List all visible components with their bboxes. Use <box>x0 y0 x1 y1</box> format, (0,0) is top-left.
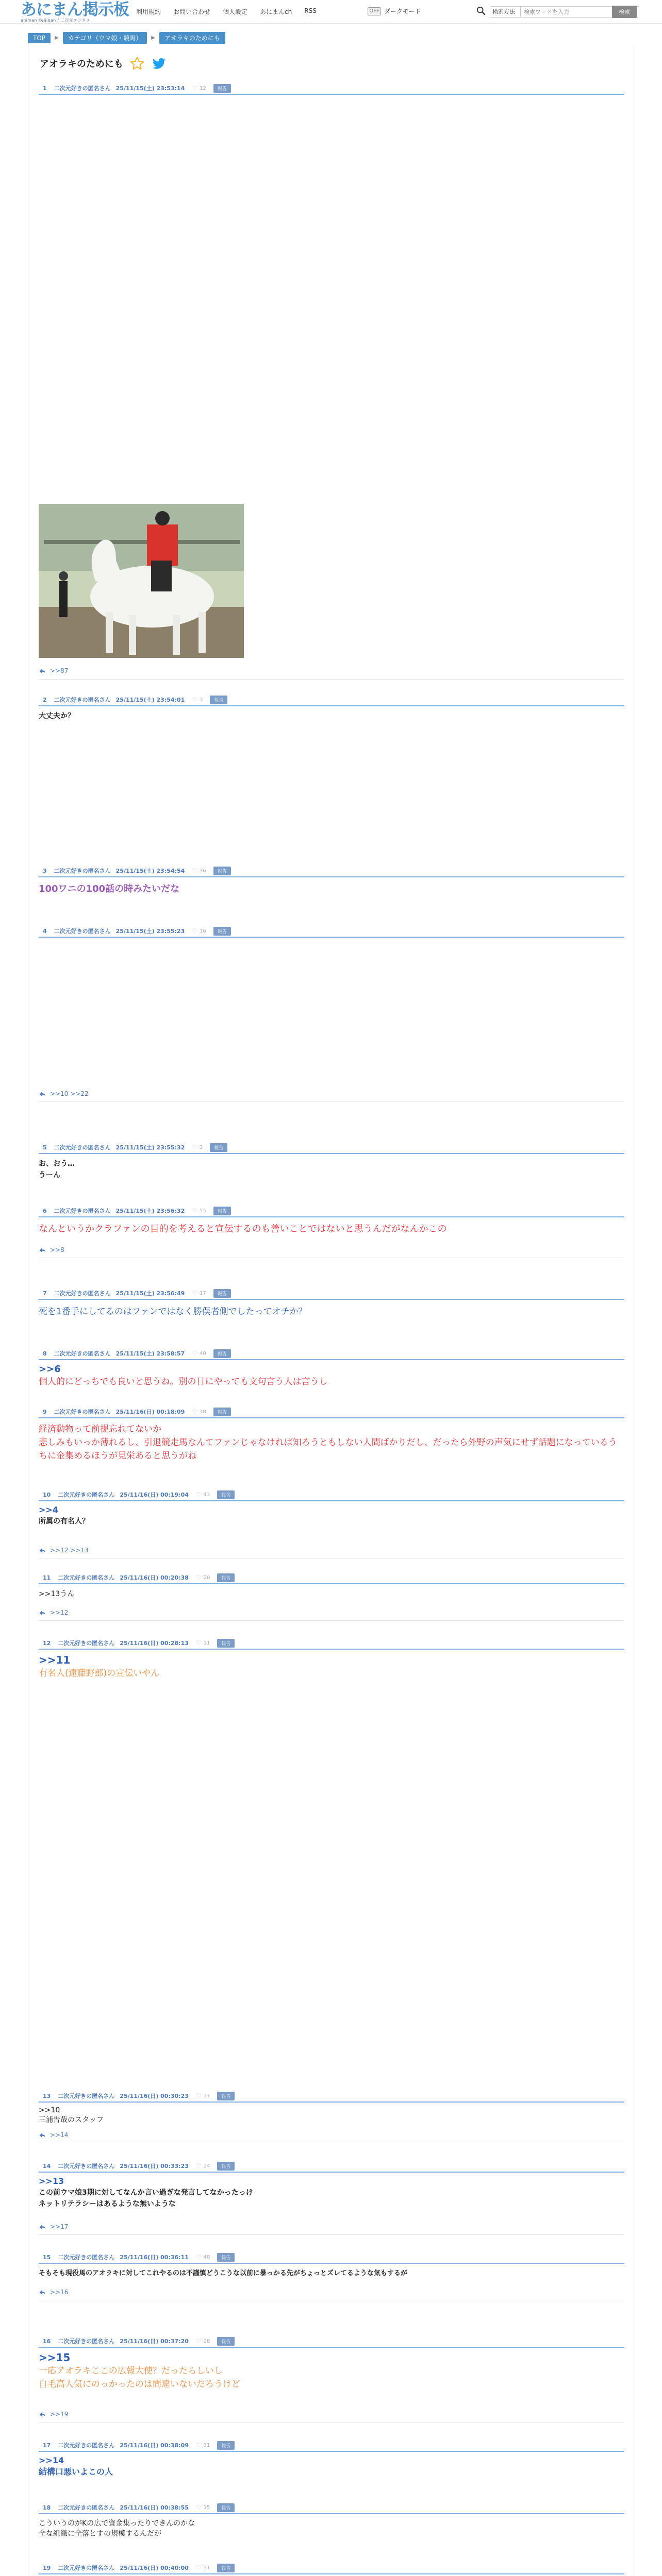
reply-arrow-icon <box>39 2223 46 2230</box>
post-date: 25/11/15(土) 23:54:01 <box>115 697 185 703</box>
like-heart-icon[interactable]: ♡ <box>192 1290 197 1297</box>
anchor-link[interactable]: >>13 <box>39 2176 64 2186</box>
post-replies <box>39 1246 64 1253</box>
post-date: 25/11/15(土) 23:56:49 <box>115 1290 185 1297</box>
post-number[interactable]: 18 <box>43 2504 51 2511</box>
like-heart-icon[interactable]: ♡ <box>195 2504 202 2511</box>
like-count: 36 <box>200 868 206 874</box>
post-header <box>39 2439 624 2452</box>
like-heart-icon[interactable]: ♡ <box>192 696 197 703</box>
post-number[interactable]: 4 <box>43 927 47 935</box>
report-button[interactable]: 報告 <box>217 1573 235 1582</box>
post-date: 25/11/16(日) 00:40:00 <box>120 2565 189 2571</box>
like-count: 12 <box>200 85 206 91</box>
reply-link[interactable]: >>17 <box>50 2223 69 2230</box>
like-heart-icon[interactable]: ♡ <box>195 2253 202 2261</box>
report-button[interactable]: 報告 <box>217 2441 235 2450</box>
post-header <box>39 694 624 706</box>
post-date: 25/11/16(日) 00:38:09 <box>120 2442 189 2449</box>
anchor-link[interactable]: >>14 <box>39 2455 64 2465</box>
post-author: 二次元好きの匿名さん <box>58 2442 115 2449</box>
post-number[interactable]: 11 <box>43 1574 51 1581</box>
report-button[interactable]: 報告 <box>213 84 231 93</box>
report-button[interactable]: 報告 <box>217 2162 235 2171</box>
like-count: 16 <box>200 928 206 934</box>
reply-arrow-icon <box>39 2131 46 2139</box>
anchor-link[interactable]: >>10 <box>39 2106 60 2114</box>
post <box>39 2160 624 2230</box>
post-divider <box>39 1101 624 1102</box>
report-button[interactable]: 報告 <box>217 1490 235 1499</box>
nav-settings[interactable]: 個人設定 <box>223 8 248 15</box>
post-date: 25/11/15(土) 23:55:32 <box>115 1144 185 1151</box>
post-header <box>39 1287 624 1300</box>
post-date: 25/11/16(日) 00:36:11 <box>120 2254 189 2261</box>
post-body: 死を1番手にしてるのはファンではなく勝俣者側でしたってオチか？ <box>39 1307 307 1317</box>
post-body: この前ウマ娘3期に対してなんか言い過ぎな発言してなかったっけ ネットリテラシーはあるような無いような <box>39 2189 253 2208</box>
post-header <box>39 1572 624 1584</box>
post-header <box>39 865 624 877</box>
report-button[interactable]: 報告 <box>217 2503 235 2512</box>
post-number[interactable]: 7 <box>43 1290 47 1297</box>
post-replies <box>39 2131 68 2139</box>
like-count: 40 <box>200 1350 206 1357</box>
post-replies <box>39 2411 68 2418</box>
like-heart-icon[interactable]: ♡ <box>195 2162 202 2170</box>
anchor-link[interactable]: >>11 <box>39 1654 71 1666</box>
like-heart-icon[interactable]: ♡ <box>192 1144 197 1151</box>
breadcrumb-top[interactable]: TOP <box>28 33 51 43</box>
post <box>39 2439 624 2478</box>
report-button[interactable]: 報告 <box>210 1143 227 1152</box>
like-heart-icon[interactable]: ♡ <box>195 1574 202 1581</box>
post-header <box>39 1637 624 1650</box>
post <box>39 1572 624 1616</box>
breadcrumb-separator: ▶ <box>55 35 59 41</box>
report-button[interactable]: 報告 <box>217 2253 235 2262</box>
report-button[interactable]: 報告 <box>210 696 227 704</box>
post-body: 100ワニの100話の時みたいだな <box>39 884 180 894</box>
breadcrumb <box>28 32 225 44</box>
post-date: 25/11/16(日) 00:38:55 <box>120 2504 189 2511</box>
post-body: 所属の有名人？ <box>39 1517 89 1526</box>
post-author: 二次元好きの匿名さん <box>58 2565 115 2571</box>
post-body: 個人的にどっちでも良いと思うね。別の日にやっても文句言う人は言うし <box>39 1377 328 1387</box>
logo-subtitle: animan Keijiban / 二次元エンタメ <box>21 18 90 23</box>
post-header <box>39 925 624 938</box>
thread-main <box>28 45 634 2576</box>
logo-text: あにまん掲示板 <box>21 1 129 19</box>
post <box>39 1406 624 1463</box>
post-header <box>39 1348 624 1360</box>
post-date: 25/11/16(日) 00:20:38 <box>120 1574 189 1581</box>
post-author: 二次元好きの匿名さん <box>54 1208 111 1214</box>
post-author: 二次元好きの匿名さん <box>54 697 111 703</box>
search-icon <box>476 6 486 15</box>
post-replies <box>39 1547 89 1554</box>
post-header <box>39 2502 624 2514</box>
post-number[interactable]: 9 <box>43 1408 47 1415</box>
post <box>39 1348 624 1388</box>
like-heart-icon[interactable]: ♡ <box>192 927 197 935</box>
report-button[interactable]: 報告 <box>217 2337 235 2346</box>
like-count: 11 <box>203 1640 210 1646</box>
post-author: 二次元好きの匿名さん <box>54 868 111 874</box>
like-heart-icon[interactable]: ♡ <box>192 84 197 92</box>
post-number[interactable]: 13 <box>43 2092 51 2099</box>
post-header <box>39 1406 624 1418</box>
search-button[interactable]: 検索 <box>612 6 637 18</box>
anchor-link[interactable]: >>15 <box>39 2351 71 2364</box>
like-count: 55 <box>200 1208 206 1214</box>
reply-link[interactable]: >>14 <box>50 2131 69 2139</box>
report-button[interactable]: 報告 <box>217 2092 235 2100</box>
post-header <box>39 2251 624 2264</box>
post-author: 二次元好きの匿名さん <box>58 2093 115 2099</box>
site-header <box>0 0 662 24</box>
nav-animanch[interactable]: あにまんch <box>260 8 292 15</box>
post-number[interactable]: 10 <box>43 1491 51 1498</box>
breadcrumb-separator: ▶ <box>151 35 155 41</box>
post-author: 二次元好きの匿名さん <box>58 2163 115 2170</box>
like-count: 24 <box>203 2163 210 2169</box>
post-body: 一応アオラキここの広報大使？だったらしいし 自毛高人気にのっかったのは間違いないだろうけど <box>39 2366 240 2389</box>
post-header <box>39 2160 624 2173</box>
post-number[interactable]: 12 <box>43 1639 51 1647</box>
reply-link[interactable]: >>10 >>22 <box>50 1090 89 1097</box>
like-count: 31 <box>203 2565 210 2571</box>
post-body: 経済動物って前提忘れてないか 悲しみもいっか薄れるし、引退競走馬なんてファンじゃなければ知ろうともしない人間ばかりだし、だったら外野の声気にせず話題になっているうちに金集めるほうが見栄あると思うがね <box>39 1424 617 1461</box>
post-image[interactable] <box>39 504 244 658</box>
post-number[interactable]: 16 <box>43 2337 51 2345</box>
like-heart-icon[interactable]: ♡ <box>195 2337 202 2345</box>
reply-link[interactable]: >>87 <box>50 667 69 674</box>
dark-mode-toggle[interactable] <box>368 7 421 15</box>
like-heart-icon[interactable]: ♡ <box>192 1408 197 1415</box>
post-date: 25/11/15(土) 23:53:14 <box>115 85 185 92</box>
search-method-select[interactable]: 検索方法 <box>490 6 521 18</box>
post-body: 結構口悪いよこの人 <box>39 2467 113 2477</box>
anchor-link[interactable]: >>4 <box>39 1505 58 1515</box>
post-date: 25/11/15(土) 23:58:57 <box>115 1350 185 1357</box>
post-divider <box>39 679 624 680</box>
post-divider <box>39 2234 624 2235</box>
reply-arrow-icon <box>39 2289 46 2296</box>
post-body: 三浦告哉のスタッフ <box>39 2116 104 2124</box>
post-header <box>39 82 624 95</box>
report-button[interactable]: 報告 <box>213 927 231 936</box>
post-author: 二次元好きの匿名さん <box>54 1409 111 1415</box>
like-count: 43 <box>203 1492 210 1498</box>
post <box>39 1287 624 1319</box>
post-author: 二次元好きの匿名さん <box>54 1144 111 1151</box>
post <box>39 2562 624 2576</box>
report-button[interactable]: 報告 <box>217 1639 235 1648</box>
post-author: 二次元好きの匿名さん <box>54 1350 111 1357</box>
anchor-link[interactable]: >>6 <box>39 1364 61 1375</box>
post-header <box>39 2335 624 2348</box>
like-count: 17 <box>200 1290 206 1296</box>
post-author: 二次元好きの匿名さん <box>58 1492 115 1498</box>
favorite-star-icon[interactable] <box>129 56 145 71</box>
post-number[interactable]: 6 <box>43 1207 47 1214</box>
post-number[interactable]: 2 <box>43 696 47 703</box>
like-count: 38 <box>200 1409 206 1415</box>
post-author: 二次元好きの匿名さん <box>58 1574 115 1581</box>
post-number[interactable]: 8 <box>43 1350 47 1357</box>
post <box>39 2090 624 2139</box>
post-author: 二次元好きの匿名さん <box>58 2254 115 2261</box>
post-header <box>39 1142 624 1154</box>
post-body: そもそも現役馬のアオラキに対してこれやるのは不謹慎どうこうな以前に暴っかる先がちょっとズレてるような気もするが <box>39 2269 407 2277</box>
reply-link[interactable]: >>16 <box>50 2289 69 2296</box>
post-replies <box>39 1609 68 1616</box>
like-heart-icon[interactable]: ♡ <box>192 1350 197 1357</box>
dark-mode-switch[interactable]: OFF <box>368 7 381 15</box>
like-count: 3 <box>200 1144 203 1150</box>
top-nav <box>136 7 329 16</box>
breadcrumb-thread[interactable]: アオラキのためにも <box>159 32 225 44</box>
like-count: 17 <box>203 2093 210 2099</box>
reply-link[interactable]: >>8 <box>50 1246 64 1253</box>
post-date: 25/11/16(日) 00:33:23 <box>120 2163 189 2170</box>
report-button[interactable]: 報告 <box>213 867 231 875</box>
post-header <box>39 1489 624 1501</box>
post-number[interactable]: 15 <box>43 2253 51 2261</box>
post-date: 25/11/16(日) 00:19:04 <box>120 1492 189 1498</box>
reply-arrow-icon <box>39 667 46 674</box>
post-body: 大丈夫か？ <box>39 712 75 720</box>
like-heart-icon[interactable]: ♡ <box>195 1639 202 1647</box>
reply-arrow-icon <box>39 2411 46 2418</box>
nav-contact[interactable]: お問い合わせ <box>173 8 211 15</box>
post <box>39 2502 624 2539</box>
post-number[interactable]: 19 <box>43 2564 51 2571</box>
post-date: 25/11/15(土) 23:56:32 <box>115 1208 185 1214</box>
like-heart-icon[interactable]: ♡ <box>195 1491 202 1498</box>
post-author: 二次元好きの匿名さん <box>58 1640 115 1647</box>
post-number[interactable]: 5 <box>43 1144 47 1151</box>
post-replies <box>39 2223 68 2230</box>
post-header <box>39 2562 624 2574</box>
reply-link[interactable]: >>12 >>13 <box>50 1547 89 1554</box>
post <box>39 82 624 674</box>
post <box>39 2335 624 2418</box>
like-count: 48 <box>203 2254 210 2260</box>
thread-title <box>40 56 167 71</box>
breadcrumb-category[interactable]: カテゴリ（ウマ娘・競馬） <box>63 32 147 44</box>
post <box>39 1489 624 1554</box>
post-number[interactable]: 17 <box>43 2442 51 2449</box>
like-count: 3 <box>200 697 203 703</box>
post-date: 25/11/16(日) 00:28:13 <box>120 1640 189 1647</box>
post <box>39 2251 624 2296</box>
post-header <box>39 1205 624 1217</box>
post <box>39 925 624 1097</box>
post-date: 25/11/16(日) 00:30:23 <box>120 2093 189 2099</box>
post-date: 25/11/16(日) 00:37:20 <box>120 2338 189 2345</box>
nav-terms[interactable]: 利用規約 <box>136 8 161 15</box>
post <box>39 694 624 722</box>
twitter-bird-icon[interactable] <box>151 56 167 71</box>
post-date: 25/11/15(土) 23:55:23 <box>115 928 185 935</box>
post-author: 二次元好きの匿名さん <box>58 2338 115 2345</box>
post-number[interactable]: 3 <box>43 867 47 874</box>
like-count: 20 <box>203 1574 210 1581</box>
like-heart-icon[interactable]: ♡ <box>195 2564 202 2571</box>
post-author: 二次元好きの匿名さん <box>54 85 111 92</box>
post-divider <box>39 1620 624 1621</box>
report-button[interactable]: 報告 <box>213 1349 231 1358</box>
reply-arrow-icon <box>39 1090 46 1097</box>
post-replies <box>39 1090 89 1097</box>
report-button[interactable]: 報告 <box>213 1289 231 1298</box>
report-button[interactable]: 報告 <box>213 1207 231 1215</box>
post-date: 25/11/15(土) 23:54:54 <box>115 868 185 874</box>
report-button[interactable]: 報告 <box>217 2564 235 2572</box>
post-replies <box>39 667 68 674</box>
report-button[interactable]: 報告 <box>213 1408 231 1416</box>
post-body: お、おう… うーん <box>39 1160 75 1179</box>
post-author: 二次元好きの匿名さん <box>58 2504 115 2511</box>
page-title: アオラキのためにも <box>40 59 123 70</box>
dark-mode-label: ダークモード <box>384 8 421 15</box>
nav-rss[interactable]: RSS <box>304 7 317 14</box>
post-author: 二次元好きの匿名さん <box>54 1290 111 1297</box>
reply-link[interactable]: >>19 <box>50 2411 69 2418</box>
reply-link[interactable]: >>12 <box>50 1609 69 1616</box>
post <box>39 865 624 897</box>
post-date: 25/11/16(日) 00:18:09 <box>115 1409 185 1415</box>
reply-arrow-icon <box>39 1547 46 1554</box>
post-number[interactable]: 14 <box>43 2162 51 2170</box>
post-body: 有名人(遠藤野郎)の宣伝いやん <box>39 1668 160 1679</box>
post <box>39 1205 624 1253</box>
like-count: 28 <box>203 2338 210 2344</box>
post-number[interactable]: 1 <box>43 84 47 92</box>
post <box>39 1637 624 1680</box>
like-count: 31 <box>203 2442 210 2448</box>
like-heart-icon[interactable]: ♡ <box>195 2092 202 2099</box>
post-header <box>39 2090 624 2103</box>
like-heart-icon[interactable]: ♡ <box>192 1207 197 1214</box>
post-author: 二次元好きの匿名さん <box>54 928 111 935</box>
post-body: なんというかクラファンの目的を考えると宣伝するのも善いことではないと思うんだがなんかこの <box>39 1224 447 1234</box>
post <box>39 1142 624 1181</box>
site-logo[interactable] <box>21 2 129 23</box>
like-heart-icon[interactable]: ♡ <box>192 867 197 874</box>
like-count: 15 <box>203 2504 210 2511</box>
post-replies <box>39 2289 68 2296</box>
reply-arrow-icon <box>39 1609 46 1616</box>
reply-arrow-icon <box>39 1246 46 1253</box>
post-body: こういうのがKの広で資金集ったりできんのかな 全な組織に全落とすの規模するんだが <box>39 2519 195 2538</box>
like-heart-icon[interactable]: ♡ <box>195 2442 202 2449</box>
post-body: >>13うん <box>39 1590 75 1598</box>
